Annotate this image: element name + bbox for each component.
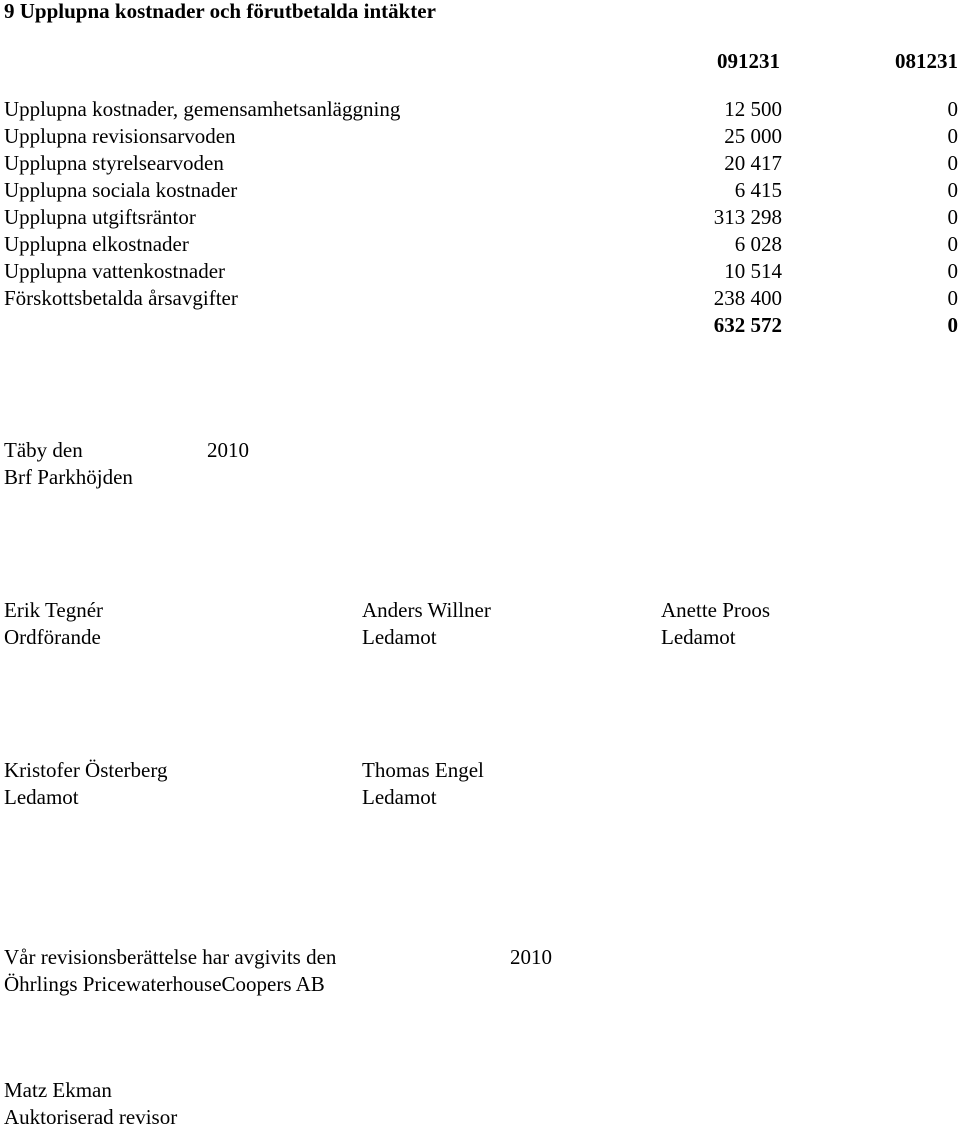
row-label: Förskottsbetalda årsavgifter bbox=[4, 286, 238, 310]
audit-year: 2010 bbox=[510, 945, 552, 969]
row-value-081231: 0 bbox=[947, 259, 958, 283]
row-value-091231: 20 417 bbox=[724, 151, 782, 175]
table-row bbox=[4, 177, 958, 204]
signatory-role: Ordförande bbox=[4, 625, 101, 649]
table-row bbox=[4, 96, 958, 123]
total-value-091231: 632 572 bbox=[713, 313, 782, 337]
row-value-081231: 0 bbox=[947, 124, 958, 148]
row-label: Upplupna styrelsearvoden bbox=[4, 151, 224, 175]
signatory-role: Ledamot bbox=[362, 785, 437, 809]
table-row bbox=[4, 258, 958, 285]
table-row bbox=[4, 150, 958, 177]
total-value-081231: 0 bbox=[947, 313, 958, 337]
table-row bbox=[4, 231, 958, 258]
note-title: 9 Upplupna kostnader och förutbetalda intäkter bbox=[4, 0, 436, 23]
audit-firm: Öhrlings PricewaterhouseCoopers AB bbox=[4, 972, 325, 996]
row-label: Upplupna utgiftsräntor bbox=[4, 205, 196, 229]
row-value-081231: 0 bbox=[947, 205, 958, 229]
total-row bbox=[4, 312, 958, 339]
signatory-name: Anette Proos bbox=[661, 598, 771, 622]
place-year: 2010 bbox=[207, 438, 249, 462]
row-label: Upplupna vattenkostnader bbox=[4, 259, 226, 283]
row-label: Upplupna kostnader, gemensamhetsanläggning bbox=[4, 97, 401, 121]
row-value-081231: 0 bbox=[947, 178, 958, 202]
row-value-081231: 0 bbox=[947, 232, 958, 256]
signatory-role: Ledamot bbox=[362, 625, 437, 649]
row-value-081231: 0 bbox=[947, 286, 958, 310]
row-value-091231: 313 298 bbox=[713, 205, 782, 229]
row-value-081231: 0 bbox=[947, 97, 958, 121]
signatory-role: Ledamot bbox=[661, 625, 736, 649]
row-value-091231: 25 000 bbox=[724, 124, 782, 148]
auditor-name: Matz Ekman bbox=[4, 1078, 112, 1102]
row-value-091231: 12 500 bbox=[724, 97, 782, 121]
row-label: Upplupna elkostnader bbox=[4, 232, 189, 256]
signatory-name: Anders Willner bbox=[362, 598, 491, 622]
row-value-091231: 6 028 bbox=[734, 232, 782, 256]
association-name: Brf Parkhöjden bbox=[4, 465, 133, 489]
table-row bbox=[4, 204, 958, 231]
audit-statement: Vår revisionsberättelse har avgivits den bbox=[4, 945, 337, 969]
row-value-091231: 238 400 bbox=[713, 286, 782, 310]
row-value-091231: 6 415 bbox=[734, 178, 782, 202]
table-row bbox=[4, 285, 958, 312]
row-label: Upplupna sociala kostnader bbox=[4, 178, 238, 202]
auditor-title: Auktoriserad revisor bbox=[4, 1105, 178, 1129]
row-value-081231: 0 bbox=[947, 151, 958, 175]
signatory-role: Ledamot bbox=[4, 785, 79, 809]
table-row bbox=[4, 123, 958, 150]
signatory-name: Thomas Engel bbox=[362, 758, 484, 782]
place-label: Täby den bbox=[4, 438, 83, 462]
accruals-table bbox=[4, 96, 958, 339]
column-header-091231: 091231 bbox=[717, 49, 780, 73]
column-header-081231: 081231 bbox=[895, 49, 958, 73]
row-value-091231: 10 514 bbox=[724, 259, 782, 283]
signatory-name: Erik Tegnér bbox=[4, 598, 104, 622]
signatory-name: Kristofer Österberg bbox=[4, 758, 168, 782]
row-label: Upplupna revisionsarvoden bbox=[4, 124, 236, 148]
